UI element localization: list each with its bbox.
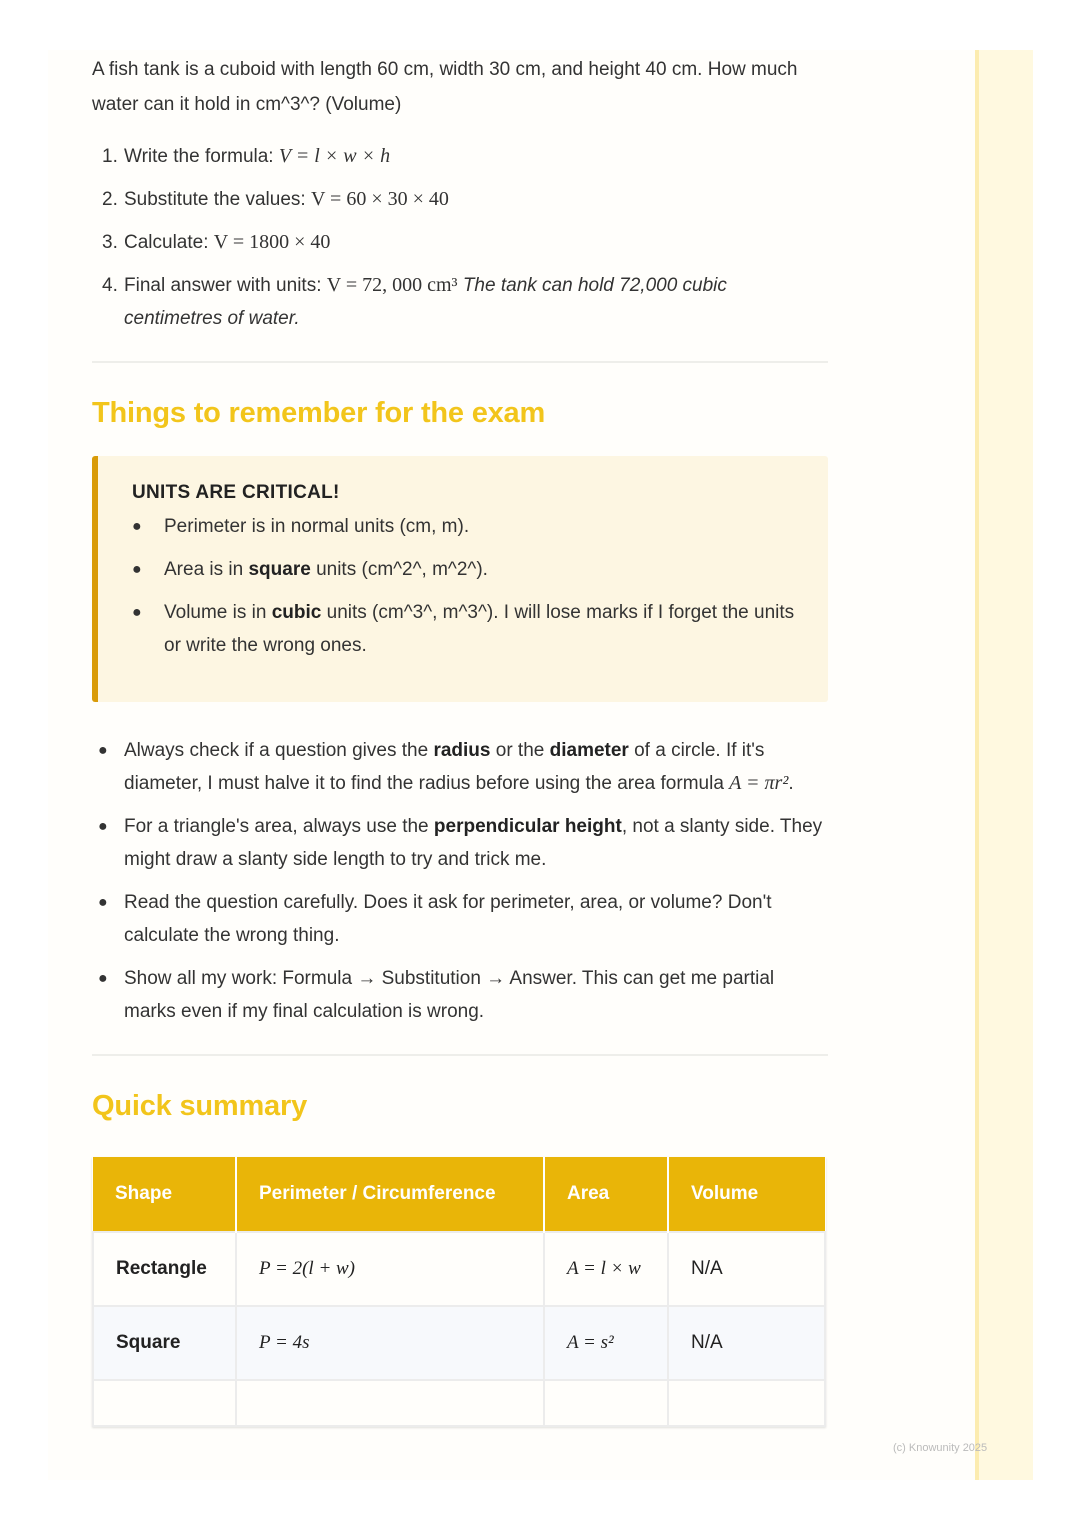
step-4: 4. Final answer with units: V = 72, 000 cm³ The tank can hold 72,000 cubic centimetres of water. bbox=[102, 274, 727, 329]
formula: A = πr² bbox=[729, 772, 789, 794]
list-item: ● Volume is in cubic units (cm^3^, m^3^). I will lose marks if I forget the units or write the wrong ones. bbox=[132, 596, 798, 662]
list-item: ● Area is in square units (cm^2^, m^2^). bbox=[132, 553, 798, 586]
bullet-icon: ● bbox=[98, 818, 108, 835]
table-cell: P = 2(l + w) bbox=[236, 1232, 544, 1306]
table-row bbox=[93, 1380, 825, 1426]
column-header: Perimeter / Circumference bbox=[236, 1157, 544, 1232]
right-margin-strip bbox=[975, 50, 1033, 1480]
table-cell bbox=[668, 1380, 825, 1426]
step-1: 1. Write the formula: V = l × w × h bbox=[102, 145, 391, 167]
bullet-icon: ● bbox=[132, 604, 142, 621]
column-header: Shape bbox=[93, 1157, 236, 1232]
table-cell: N/A bbox=[668, 1306, 825, 1380]
table-header-row bbox=[93, 1157, 825, 1232]
bullet-icon: ● bbox=[98, 894, 108, 911]
formula: V = 1800 × 40 bbox=[213, 231, 331, 253]
document-content bbox=[92, 52, 828, 1427]
summary-table bbox=[92, 1157, 826, 1427]
exam-tips bbox=[92, 734, 828, 1028]
list-item: ● Read the question carefully. Does it ask for perimeter, area, or volume? Don't calculate the wrong thing. bbox=[92, 886, 828, 952]
divider bbox=[92, 361, 828, 363]
table-cell bbox=[236, 1380, 544, 1426]
table-cell bbox=[93, 1380, 236, 1426]
table-row bbox=[93, 1232, 825, 1306]
callout-title: UNITS ARE CRITICAL! bbox=[132, 482, 340, 503]
section-heading-exam: Things to remember for the exam bbox=[92, 397, 546, 429]
bullet-icon: ● bbox=[98, 742, 108, 759]
table-cell: A = s² bbox=[544, 1306, 668, 1380]
step-2: 2. Substitute the values: V = 60 × 30 × 40 bbox=[102, 188, 449, 210]
table-cell: Square bbox=[93, 1306, 236, 1380]
formula: V = 60 × 30 × 40 bbox=[310, 188, 449, 210]
divider bbox=[92, 1054, 828, 1056]
bullet-icon: ● bbox=[98, 970, 108, 987]
callout-list bbox=[132, 510, 798, 662]
step-3: 3. Calculate: V = 1800 × 40 bbox=[102, 231, 331, 253]
table-cell: N/A bbox=[668, 1232, 825, 1306]
column-header: Volume bbox=[668, 1157, 825, 1232]
answer-note: The tank can hold 72,000 cubic centimetres of water. bbox=[124, 275, 727, 329]
bullet-icon: ● bbox=[132, 561, 142, 578]
table-cell: A = l × w bbox=[544, 1232, 668, 1306]
tips-list bbox=[92, 734, 828, 1028]
table-cell: Rectangle bbox=[93, 1232, 236, 1306]
list-item: ● For a triangle's area, always use the perpendicular height, not a slanty side. They might draw a slanty side length to try and trick me. bbox=[92, 810, 828, 876]
bullet-icon: ● bbox=[132, 518, 142, 535]
units-callout bbox=[92, 456, 828, 702]
table-row bbox=[93, 1306, 825, 1380]
question-text: A fish tank is a cuboid with length 60 cm, width 30 cm, and height 40 cm. How much water can it hold in cm^3^? (Volume) bbox=[92, 59, 798, 115]
formula: V = l × w × h bbox=[278, 145, 391, 167]
column-header: Area bbox=[544, 1157, 668, 1232]
list-item: ● Perimeter is in normal units (cm, m). bbox=[132, 510, 798, 543]
list-item: ● Show all my work: Formula → Substitution → Answer. This can get me partial marks even if my final calculation is wrong. bbox=[92, 962, 828, 1028]
worked-steps bbox=[92, 140, 828, 335]
section-heading-summary: Quick summary bbox=[92, 1090, 307, 1122]
formula: V = 72, 000 cm³ bbox=[326, 274, 458, 296]
table-cell: P = 4s bbox=[236, 1306, 544, 1380]
list-item: ● Always check if a question gives the radius or the diameter of a circle. If it's diameter, I must halve it to find the radius before using the area formula A = πr². bbox=[92, 734, 828, 800]
copyright-footer: (c) Knowunity 2025 bbox=[893, 1442, 988, 1454]
table-cell bbox=[544, 1380, 668, 1426]
